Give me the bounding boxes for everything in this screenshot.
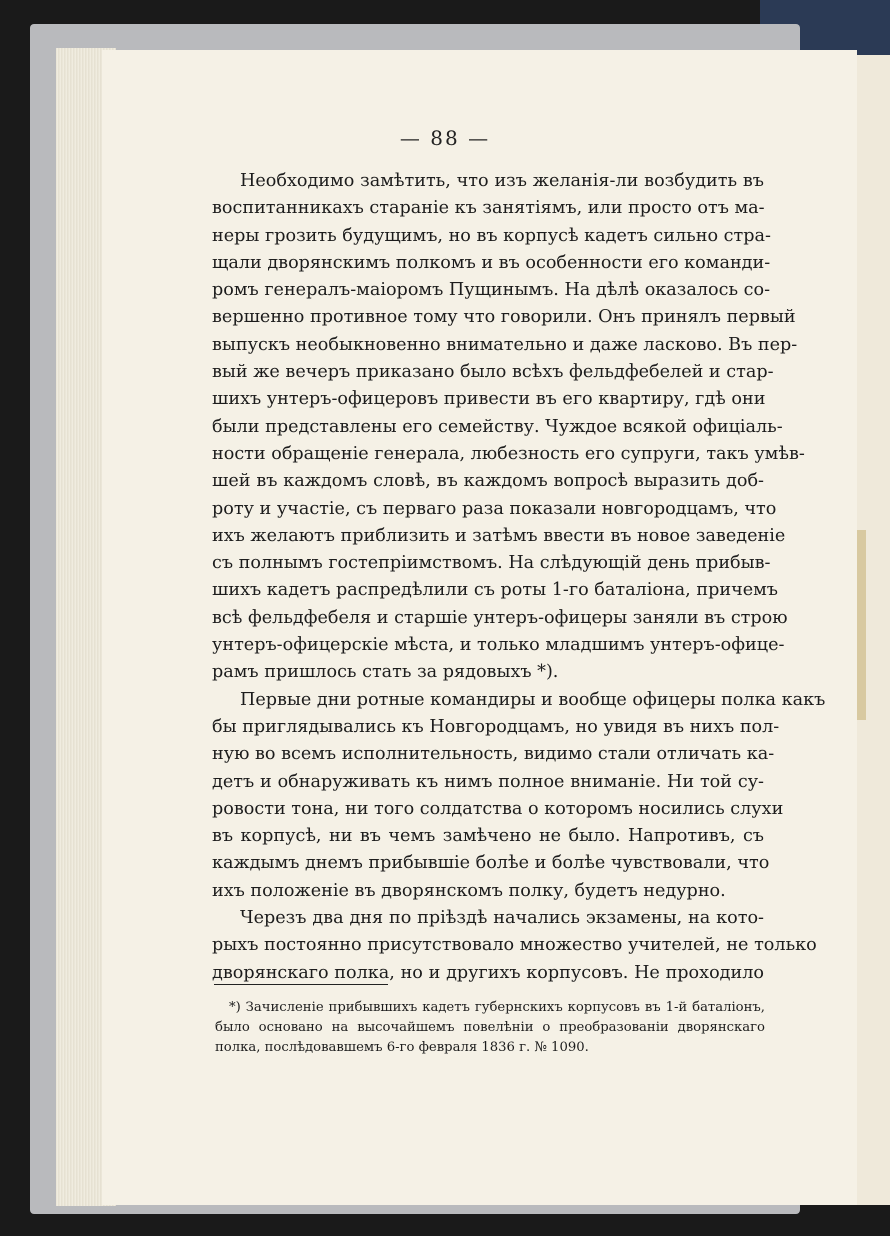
text-line: шихъ унтеръ-офицеровъ привести въ его квартиру, гдѣ они — [212, 389, 766, 410]
text-line: Необходимо замѣтить, что изъ желанія-ли возбудить въ — [240, 171, 764, 191]
text-line: Первые дни ротные командиры и вообще офицеры полка какъ — [240, 689, 826, 710]
body-text — [212, 168, 826, 987]
text-line: съ полнымъ гостепріимствомъ. На слѣдующій день прибыв- — [212, 553, 771, 574]
text-line: рыхъ постоянно присутствовало множество учителей, не только — [212, 935, 817, 956]
text-line: каждымъ днемъ прибывшіе болѣе и болѣе чувствовали, что — [212, 853, 770, 874]
footnote — [215, 998, 765, 1058]
text-line: Черезъ два дня по пріѣздѣ начались экзамены, на кото- — [240, 908, 764, 929]
footnote-line: было основано на высочайшемъ повелѣніи о преобразованіи дворянскаго — [215, 1020, 765, 1035]
text-line: вый же вечеръ приказано было всѣхъ фельдфебелей и стар- — [212, 362, 774, 383]
text-line: ихъ желаютъ приблизить и затѣмъ ввести въ новое заведеніе — [212, 525, 786, 546]
text-line: дворянскаго полка, но и другихъ корпусовъ. Не проходило — [212, 962, 764, 983]
text-line: шей въ каждомъ словѣ, въ каждомъ вопросѣ выразить доб- — [212, 471, 764, 492]
text-line: неры грозить будущимъ, но въ корпусѣ кадетъ сильно стра- — [212, 225, 771, 246]
text-line: вершенно противное тому что говорили. Онъ принялъ первый — [212, 307, 796, 328]
text-line: детъ и обнаруживать къ нимъ полное вниманіе. Ни той су- — [212, 771, 764, 792]
text-line: бы приглядывались къ Новгородцамъ, но увидя въ нихъ пол- — [212, 716, 780, 737]
text-line: роту и участіе, съ перваго раза показали новгородцамъ, что — [212, 498, 777, 519]
text-line: щали дворянскимъ полкомъ и въ особенности его команди- — [212, 252, 771, 273]
text-line: выпускъ необыкновенно внимательно и даже ласково. Въ пер- — [212, 334, 798, 355]
text-line: въ корпусѣ, ни въ чемъ замѣчено не было. Напротивъ, съ — [212, 826, 764, 847]
text-line: унтеръ-офицерскіе мѣста, и только младшимъ унтеръ-офице- — [212, 635, 785, 656]
footnote-divider — [214, 984, 388, 985]
text-line: ихъ положеніе въ дворянскомъ полку, будетъ недурно. — [212, 880, 726, 901]
text-line: всѣ фельдфебеля и старшіе унтеръ-офицеры заняли въ строю — [212, 607, 788, 628]
text-line: ности обращеніе генерала, любезность его супруги, такъ умѣв- — [212, 443, 805, 464]
footnote-line: полка, послѣдовавшемъ 6-го февраля 1836 г. № 1090. — [215, 1040, 589, 1055]
text-line: ровости тона, ни того солдатства о которомъ носились слухи — [212, 798, 784, 819]
text-line: воспитанникахъ стараніе къ занятіямъ, или просто отъ ма- — [212, 198, 765, 219]
text-line: ромъ генералъ-маіоромъ Пущинымъ. На дѣлѣ оказалось со- — [212, 280, 771, 301]
page-number: — 88 — — [399, 126, 491, 150]
text-line: рамъ пришлось стать за рядовыхъ *). — [212, 662, 559, 683]
text-line: были представлены его семейству. Чуждое всякой офиціаль- — [212, 416, 783, 437]
text-line: шихъ кадетъ распредѣлили съ роты 1-го баталіона, причемъ — [212, 580, 778, 601]
text-line: ную во всемъ исполнительность, видимо стали отличать ка- — [212, 744, 775, 765]
footnote-line: *) Зачисленіе прибывшихъ кадетъ губернскихъ корпусовъ въ 1-й баталіонъ, — [229, 1000, 765, 1015]
